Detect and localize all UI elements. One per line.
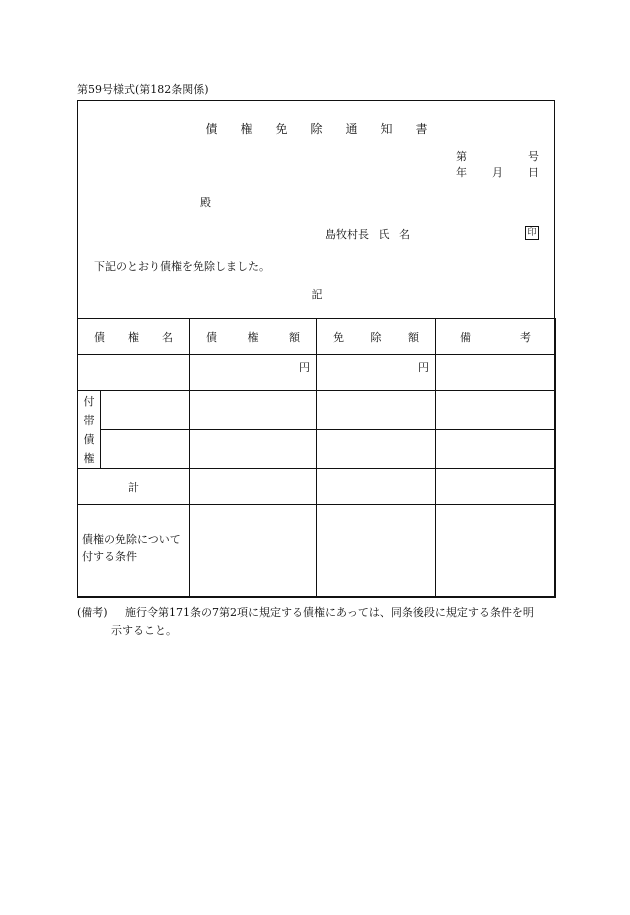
form-reference: 第59号様式(第182条関係) bbox=[77, 83, 209, 96]
addressee: 殿 bbox=[200, 196, 211, 209]
attached-remarks-cell[interactable] bbox=[436, 391, 556, 430]
total-row bbox=[78, 469, 556, 505]
note-label: (備考) bbox=[77, 606, 108, 619]
attached-claim-name-cell[interactable] bbox=[101, 391, 190, 430]
note-line-1: 施行令第171条の7第2項に規定する債権にあっては、同条後段に規定する条件を明 bbox=[125, 606, 534, 619]
attached-claim-row bbox=[78, 430, 556, 469]
header-remarks: 備 考 bbox=[436, 319, 556, 355]
header-exempt-amount: 免 除 額 bbox=[317, 319, 436, 355]
header-claim-amount: 債 権 額 bbox=[190, 319, 317, 355]
total-exempt-amount-cell[interactable] bbox=[317, 469, 436, 505]
doc-number-prefix: 第 bbox=[456, 150, 467, 163]
condition-cell[interactable] bbox=[436, 505, 556, 598]
claim-name-cell[interactable] bbox=[78, 355, 190, 391]
attached-exempt-amount-cell[interactable] bbox=[317, 430, 436, 469]
sender-name: 島牧村長 氏 名 bbox=[325, 228, 410, 241]
title-char: 通 bbox=[345, 122, 359, 136]
header-row bbox=[78, 319, 556, 355]
remarks-cell[interactable] bbox=[436, 355, 556, 391]
attached-claim-row bbox=[78, 391, 556, 430]
body-text: 下記のとおり債権を免除しました。 bbox=[94, 260, 270, 273]
title-char: 除 bbox=[310, 122, 324, 136]
exempt-amount-cell[interactable] bbox=[317, 355, 436, 391]
note-line-2: 示すること。 bbox=[111, 624, 177, 637]
attached-claim-label: 付 帯 債 権 bbox=[78, 391, 101, 469]
claim-amount-cell[interactable] bbox=[190, 355, 317, 391]
date-day: 日 bbox=[528, 166, 539, 179]
yen-unit: 円 bbox=[299, 361, 310, 374]
attached-exempt-amount-cell[interactable] bbox=[317, 391, 436, 430]
attached-claim-name-cell[interactable] bbox=[101, 430, 190, 469]
title-char: 権 bbox=[240, 122, 254, 136]
notice-form bbox=[77, 100, 555, 597]
total-claim-amount-cell[interactable] bbox=[190, 469, 317, 505]
title-char: 書 bbox=[415, 122, 429, 136]
yen-unit: 円 bbox=[418, 361, 429, 374]
form-title bbox=[78, 123, 556, 135]
title-char: 債 bbox=[205, 122, 219, 136]
principal-row bbox=[78, 355, 556, 391]
header-claim-name: 債 権 名 bbox=[78, 319, 190, 355]
attached-claim-amount-cell[interactable] bbox=[190, 391, 317, 430]
date-month: 月 bbox=[492, 166, 503, 179]
ki-heading: 記 bbox=[311, 288, 323, 301]
condition-label: 債権の免除について付する条件 bbox=[78, 505, 190, 598]
seal-mark: 印 bbox=[525, 226, 539, 240]
condition-row bbox=[78, 505, 556, 598]
condition-cell[interactable] bbox=[317, 505, 436, 598]
claims-table bbox=[77, 318, 556, 598]
title-char: 知 bbox=[380, 122, 394, 136]
date-year: 年 bbox=[456, 166, 467, 179]
total-label: 計 bbox=[78, 469, 190, 505]
condition-cell[interactable] bbox=[190, 505, 317, 598]
attached-remarks-cell[interactable] bbox=[436, 430, 556, 469]
title-char: 免 bbox=[275, 122, 289, 136]
total-remarks-cell[interactable] bbox=[436, 469, 556, 505]
attached-claim-amount-cell[interactable] bbox=[190, 430, 317, 469]
doc-number-suffix: 号 bbox=[528, 150, 539, 163]
